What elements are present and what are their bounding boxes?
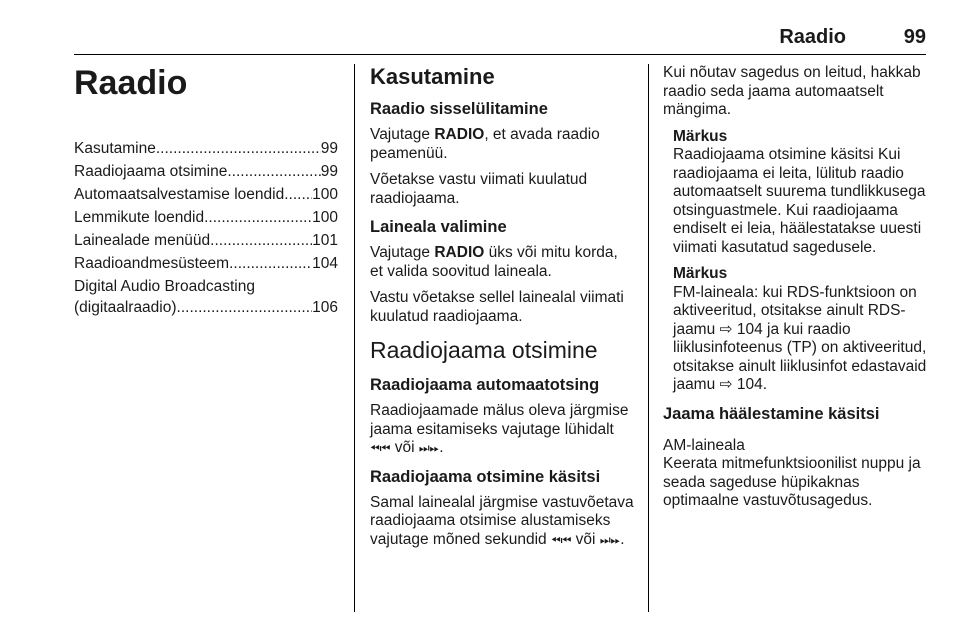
toc-entry[interactable] [74,161,338,182]
toc-entry-label: Digital Audio Broadcasting [74,278,255,295]
column-divider [648,64,649,612]
page-ref-arrow-icon: ⇨ [719,376,733,393]
toc-leader-dots [204,207,312,228]
seek-forward-icon: ⏭︎⏩︎ [418,441,440,455]
toc-leader-dots [210,230,312,251]
column-divider [354,64,355,612]
toc-entry-label: Kasutamine [74,140,156,157]
content-column-3 [663,64,931,519]
paragraph: Vajutage RADIO üks või mitu korda, et valida soovitud laineala. [370,244,618,280]
toc-entry-page: 99 [320,163,338,180]
subsection-title: Raadio sisselülitamine [370,100,548,118]
toc-entry[interactable] [74,138,338,159]
subsection-title: Jaama häälestamine käsitsi [663,404,880,423]
toc-entry[interactable] [74,230,338,251]
note-box [663,265,931,395]
page-reference[interactable]: 104 [736,376,763,393]
toc-leader-dots [177,297,313,318]
subsection-title: Raadiojaama automaatotsing [370,376,600,394]
subsection-title: Raadiojaama otsimine käsitsi [370,467,601,486]
toc-entry-page: 99 [320,140,338,157]
subsection-title: Laineala valimine [370,218,507,236]
radio-button-label: RADIO [434,126,485,143]
page-reference[interactable]: 104 [736,320,763,338]
toc-entry-label: Lainealade menüüd [74,232,211,249]
note-text: FM-laineala: kui RDS-funktsioon on aktiveeritud, otsitakse ainult RDS-jaamu ⇨ 104 ja kui raadio liiklusinfoteenus (TP) on aktiveeritud, otsitakse ainult liiklusinfot edastavaid jaamu ⇨ 104. [673,283,927,393]
paragraph: Võetakse vastu viimati kuulatud raadiojaama. [370,171,588,207]
toc-entry-page: 100 [312,209,338,226]
header-page-number: 99 [903,26,926,48]
note-heading: Märkus [673,127,728,145]
toc-entry-label: Raadioandmesüsteem [74,255,230,272]
note-heading: Märkus [673,265,728,282]
toc-entry[interactable] [74,253,338,274]
toc-entry-page: 104 [312,255,338,272]
paragraph: Vajutage RADIO, et avada raadio peamenüü. [370,126,600,162]
toc-entry[interactable] [74,276,338,318]
subsection-title: AM-laineala [663,436,745,454]
toc-leader-dots [229,253,312,274]
toc-entry[interactable] [74,184,338,205]
header-section-name: Raadio [779,26,846,48]
toc-entry-page: 101 [312,232,338,249]
paragraph: Keerata mitmefunktsioonilist nuppu ja seada sageduse hüpikaknas optimaalne vastuvõtusagedus. [663,455,921,509]
toc-entry-label: Automaatsalvestamise loendid [74,186,285,203]
note-text: Raadiojaama otsimine käsitsi Kui raadiojaama ei leita, lülitub raadio automaatselt suurema tundlikkusega otsinguastmele. Kui raadiojaama endiselt ei leia, häälestatakse uuesti viimati kasutatud sagedusele. [673,146,926,256]
chapter-title: Raadio [74,64,188,102]
toc-entry-label: Raadiojaama otsimine [74,163,228,180]
toc-entry-label: Lemmikute loendid [74,209,205,226]
paragraph: Raadiojaamade mälus oleva järgmise jaama esitamiseks vajutage lühidalt ⏪︎⏮︎ või ⏭︎⏩︎. [370,402,629,456]
toc-entry-page: 100 [312,186,338,203]
radio-button-label: RADIO [434,244,485,261]
seek-forward-icon: ⏭︎⏩︎ [599,532,621,547]
page-header [74,26,926,52]
toc-entry-label: (digitaalraadio) [74,299,177,316]
paragraph: Vastu võetakse sellel lainealal viimati kuulatud raadiojaama. [370,289,624,325]
section-title: Raadiojaama otsimine [370,337,598,363]
toc-leader-dots [227,161,320,182]
toc-entry[interactable] [74,207,338,228]
toc-entry-page: 106 [312,299,338,316]
toc-list [74,138,338,274]
note-box [663,128,931,258]
content-column-2 [370,64,634,557]
paragraph: Samal lainealal järgmise vastuvõetava raadiojaama otsimise alustamiseks vajutage mõned sekundid ⏪︎⏮︎ või ⏭︎⏩︎. [370,493,634,548]
seek-back-icon: ⏪︎⏮︎ [550,532,572,547]
toc-column [74,64,338,320]
paragraph: Kui nõutav sagedus on leitud, hakkab raadio seda jaama automaatselt mängima. [663,64,921,118]
toc-leader-dots [156,138,321,159]
page-ref-arrow-icon: ⇨ [719,320,733,338]
seek-back-icon: ⏪︎⏮︎ [370,441,391,455]
section-title: Kasutamine [370,64,495,89]
toc-leader-dots [284,184,312,205]
header-rule [74,54,926,55]
